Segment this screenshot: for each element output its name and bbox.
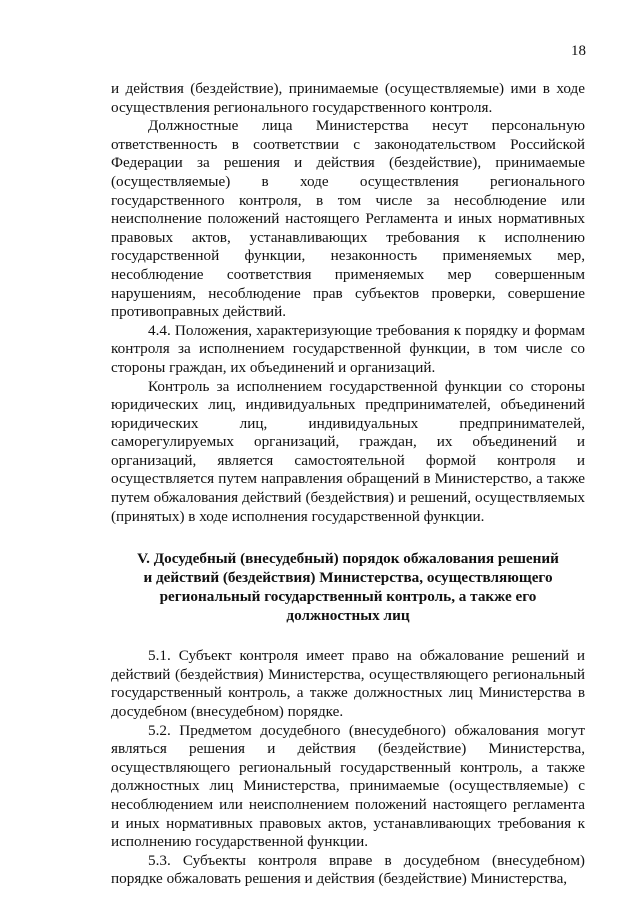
paragraph: Должностные лица Министерства несут персональную ответственность в соответствии с законодательством Российской Федерации за решения и действия (бездействие), принимаемые (осуществляемые) в ходе осуществления регионального государственного контроля, в том числе за несоблюдение или неисполнение положений настоящего Регламента и иных нормативных правовых актов, устанавливающих требования к исполнению государственной функции, незаконность применяемых мер, несоблюдение соответствия применяемых мер совершенным нарушениям, несоблюдение прав субъектов проверки, совершение противоправных действий.: [111, 117, 585, 321]
section-heading-line: V. Досудебный (внесудебный) порядок обжалования решений: [137, 550, 559, 568]
paragraph: 5.2. Предметом досудебного (внесудебного) обжалования могут являться решения и действия (бездействие) Министерства, осуществляющего региональный государственный контроль, а также должностных лиц Министерства, принимаемые (осуществляемые) с несоблюдением или неисполнением положений настоящего регламента и иных нормативных правовых актов, устанавливающих требования к исполнению государственной функции.: [111, 721, 585, 851]
document-body: [111, 80, 585, 889]
paragraph: 4.4. Положения, характеризующие требования к порядку и формам контроля за исполнением государственной функции, в том числе со стороны граждан, их объединений и организаций.: [111, 321, 585, 376]
paragraph: и действия (бездействие), принимаемые (осуществляемые) ими в ходе осуществления регионального государственного контроля.: [111, 80, 585, 116]
section-heading-line: и действий (бездействия) Министерства, осуществляющего: [143, 569, 553, 587]
page-number: 18: [571, 43, 586, 59]
paragraph: 5.1. Субъект контроля имеет право на обжалование решений и действий (бездействия) Министерства, осуществляющего региональный государственный контроль, а также должностных лиц Министерства в досудебном (внесудебном) порядке.: [111, 647, 585, 721]
paragraph: 5.3. Субъекты контроля вправе в досудебном (внесудебном) порядке обжаловать решения и действия (бездействие) Министерства,: [111, 851, 585, 888]
section-heading-line: региональный государственный контроль, а также его: [159, 588, 537, 606]
paragraph: Контроль за исполнением государственной функции со стороны юридических лиц, индивидуальных предпринимателей, объединений юридических лиц, индивидуальных предпринимателей, саморегулируемых организаций, граждан, их объединений и организаций, является самостоятельной формой контроля и осуществляется путем направления обращений в Министерство, а также путем обжалования действий (бездействия) и решений, осуществляемых (принятых) в ходе исполнения государственной функции.: [111, 377, 585, 525]
section-heading-line: должностных лиц: [286, 607, 410, 625]
section-heading: [111, 549, 585, 625]
